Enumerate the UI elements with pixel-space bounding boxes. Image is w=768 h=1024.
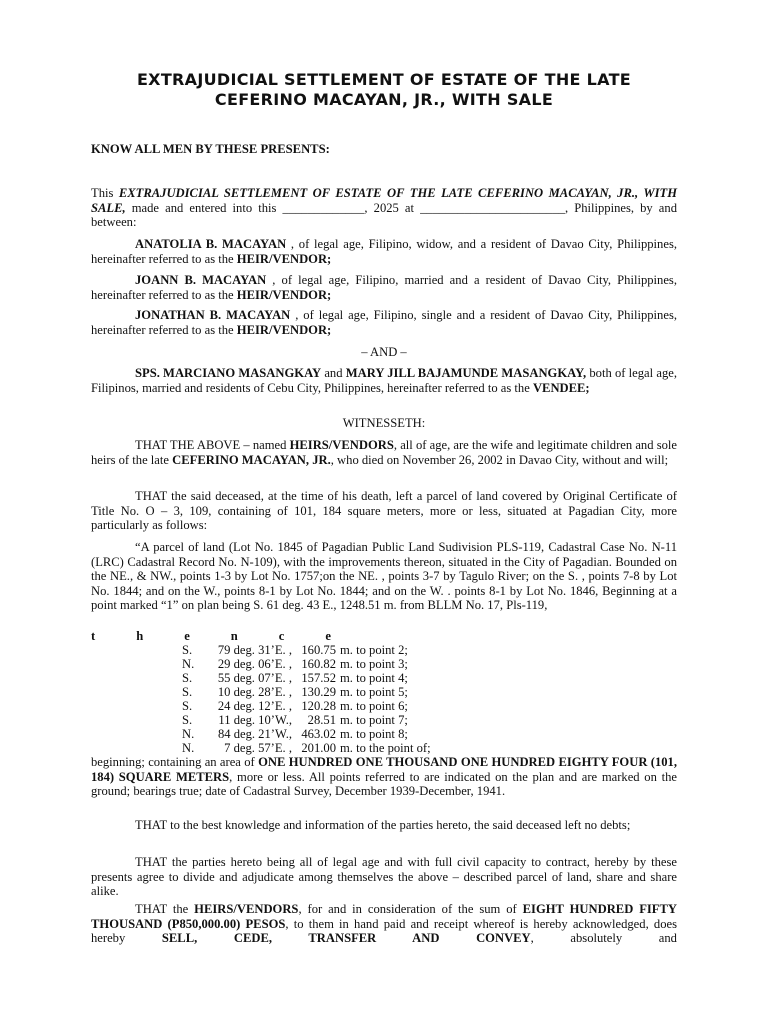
paragraph-area [91, 755, 677, 799]
party-2 [91, 273, 677, 302]
party-1-name: ANATOLIA B. MACAYAN [135, 237, 287, 251]
document-title [0, 70, 768, 110]
p7-a: THAT the [135, 902, 195, 916]
bearing-dir: S. [182, 643, 193, 657]
bearing-rest: m. to point 7; [340, 713, 408, 727]
bearing-dist: 130.29 [301, 685, 336, 699]
p1-d: CEFERINO MACAYAN, JR. [172, 452, 331, 467]
bearing-dist: 160.82 [301, 657, 336, 671]
thence-label [91, 629, 331, 644]
paragraph-land: THAT the said deceased, at the time of his death, left a parcel of land covered by Original Certificate of Title No. O – 3, 109, containing of 101, 184 square meters, more or less, situated at Pagadian City, more particularly as follows: [91, 489, 677, 533]
party-2-desc: , of legal age, Filipino, married and a resident of Davao City, Philippines, hereinafter referred to as the [91, 273, 677, 302]
bearing-deg: 79 deg. 31’E. , [217, 643, 292, 657]
bearing-dir: S. [182, 685, 193, 699]
paragraph-heirs [91, 438, 677, 467]
bearing-rest: m. to point 2; [340, 643, 408, 657]
thence-letter: n [230, 629, 238, 643]
p1-c: , all of age, are the wife and legitimate children and sole heirs of the late [91, 438, 677, 467]
p1-a: THAT THE ABOVE – named [135, 438, 290, 452]
thence-letter: c [278, 629, 285, 643]
p7-g: , absolutely and [530, 931, 677, 946]
vendee-and: and [321, 366, 346, 380]
bearing-dist: 157.52 [301, 671, 336, 685]
intro-pre: This [91, 186, 119, 200]
intro-post: made and entered into this _____________, 2025 at _______________________, Philippines, by and between: [91, 200, 677, 230]
paragraph-sale [91, 902, 677, 946]
bearing-dir: N. [182, 727, 195, 741]
bearing-rest: m. to the point of; [340, 741, 431, 755]
title-line-1: EXTRAJUDICIAL SETTLEMENT OF ESTATE OF THE LATE [136, 70, 632, 89]
party-3-name: JONATHAN B. MACAYAN [135, 308, 291, 322]
party-3 [91, 308, 677, 337]
bearing-rest: m. to point 6; [340, 699, 408, 713]
party-2-name: JOANN B. MACAYAN [135, 273, 267, 287]
intro-paragraph [91, 186, 677, 230]
p7-f: SELL, CEDE, TRANSFER AND CONVEY [161, 931, 531, 946]
bearing-rest: m. to point 5; [340, 685, 408, 699]
bearing-dir: N. [182, 657, 195, 671]
bearing-dist: 463.02 [301, 727, 336, 741]
bearing-deg: 7 deg. 57’E. , [224, 741, 292, 755]
paragraph-division: THAT the parties hereto being all of legal age and with full civil capacity to contract, hereby by these presents agree to divide and adjudicate among themselves the above – described parcel of land, share and share alike. [91, 855, 677, 899]
bearing-dir: S. [182, 713, 193, 727]
p7-b: HEIRS/VENDORS [194, 902, 299, 916]
party-1-desc: , of legal age, Filipino, widow, and a resident of Davao City, Philippines, hereinafter referred to as the [91, 237, 677, 266]
p4-a: beginning; containing an area of [91, 755, 259, 769]
title-line-2: CEFERINO MACAYAN, JR., WITH SALE [214, 90, 554, 109]
p1-e: , who died on November 26, 2002 in Davao City, without and will; [330, 452, 669, 467]
p7-c: , for and in consideration of the sum of [298, 902, 523, 916]
bearing-dist: 28.51 [307, 713, 336, 727]
intro-title: EXTRAJUDICIAL SETTLEMENT OF ESTATE OF THE LATE CEFERINO MACAYAN, JR., WITH SALE, [91, 186, 677, 215]
and-separator: – AND – [361, 345, 407, 359]
party-1 [91, 237, 677, 266]
party-1-role: HEIR/VENDOR; [236, 251, 332, 266]
thence-letter: e [184, 629, 190, 643]
bearing-dir: S. [182, 671, 193, 685]
thence-letter: e [325, 629, 331, 643]
bearing-dist: 160.75 [301, 643, 336, 657]
vendee-paragraph [91, 366, 677, 395]
thence-letter: t [91, 629, 96, 643]
vendee-role: VENDEE; [532, 380, 590, 395]
bearing-dist: 120.28 [301, 699, 336, 713]
bearing-deg: 24 deg. 12’E. , [217, 699, 292, 713]
bearing-deg: 11 deg. 10’W., [218, 713, 292, 727]
bearing-deg: 29 deg. 06’E. , [217, 657, 292, 671]
p1-b: HEIRS/VENDORS [289, 438, 394, 452]
bearing-rest: m. to point 3; [340, 657, 408, 671]
witnesseth-heading: WITNESSETH: [342, 416, 426, 430]
thence-letter: h [136, 629, 144, 643]
bearing-rest: m. to point 4; [340, 671, 408, 685]
vendee-name-2: MARY JILL BAJAMUNDE MASANGKAY, [345, 366, 587, 380]
paragraph-description: “A parcel of land (Lot No. 1845 of Pagadian Public Land Sudivision PLS-119, Cadastral Case No. N-11 (LRC) Cadastral Record No. N-109), with the improvements thereon, situated in the City of Pagadian. Bounded on the NE., & NW., points 1-3 by Lot No. 1757;on the NE. , points 3-7 by Tagulo River; on the S. , points 7-8 by Lot No. 1844; and on the W., points 8-1 by Lot No. 1844; and on the W. . points 8-1 by Lot No. 1846, Beginning at a point marked “1” on plan being S. 61 deg. 43 E., 1248.51 m. from BLLM No. 17, Pls-119, [91, 540, 677, 613]
party-3-desc: , of legal age, Filipino, single and a resident of Davao City, Philippines, hereinafter referred to as the [91, 308, 677, 337]
bearing-deg: 84 deg. 21’W., [217, 727, 292, 741]
paragraph-debts: THAT to the best knowledge and information of the parties hereto, the said deceased left no debts; [135, 818, 631, 832]
bearing-dir: S. [182, 699, 193, 713]
p4-c: , more or less. All points referred to are indicated on the plan and are marked on the ground; bearings true; date of Cadastral Survey, December 1939-December, 1941. [91, 769, 677, 799]
bearing-deg: 10 deg. 28’E. , [217, 685, 292, 699]
party-2-role: HEIR/VENDOR; [236, 287, 332, 302]
p7-d: EIGHT HUNDRED FIFTY THOUSAND (P850,000.00) PESOS [91, 902, 677, 931]
bearing-rest: m. to point 8; [340, 727, 408, 741]
vendee-name-1: SPS. MARCIANO MASANGKAY [135, 366, 322, 380]
bearing-dist: 201.00 [301, 741, 336, 755]
party-3-role: HEIR/VENDOR; [236, 322, 332, 337]
know-all-heading: KNOW ALL MEN BY THESE PRESENTS: [91, 142, 330, 156]
bearing-deg: 55 deg. 07’E. , [217, 671, 292, 685]
bearing-dir: N. [182, 741, 195, 755]
p7-e: , to them in hand paid and receipt whereof is hereby acknowledged, does hereby [91, 916, 677, 946]
p4-b: ONE HUNDRED ONE THOUSAND ONE HUNDRED EIGHTY FOUR (101, 184) SQUARE METERS [91, 755, 677, 784]
vendee-desc: both of legal age, Filipinos, married and residents of Cebu City, Philippines, hereinafter referred to as the [91, 366, 677, 395]
